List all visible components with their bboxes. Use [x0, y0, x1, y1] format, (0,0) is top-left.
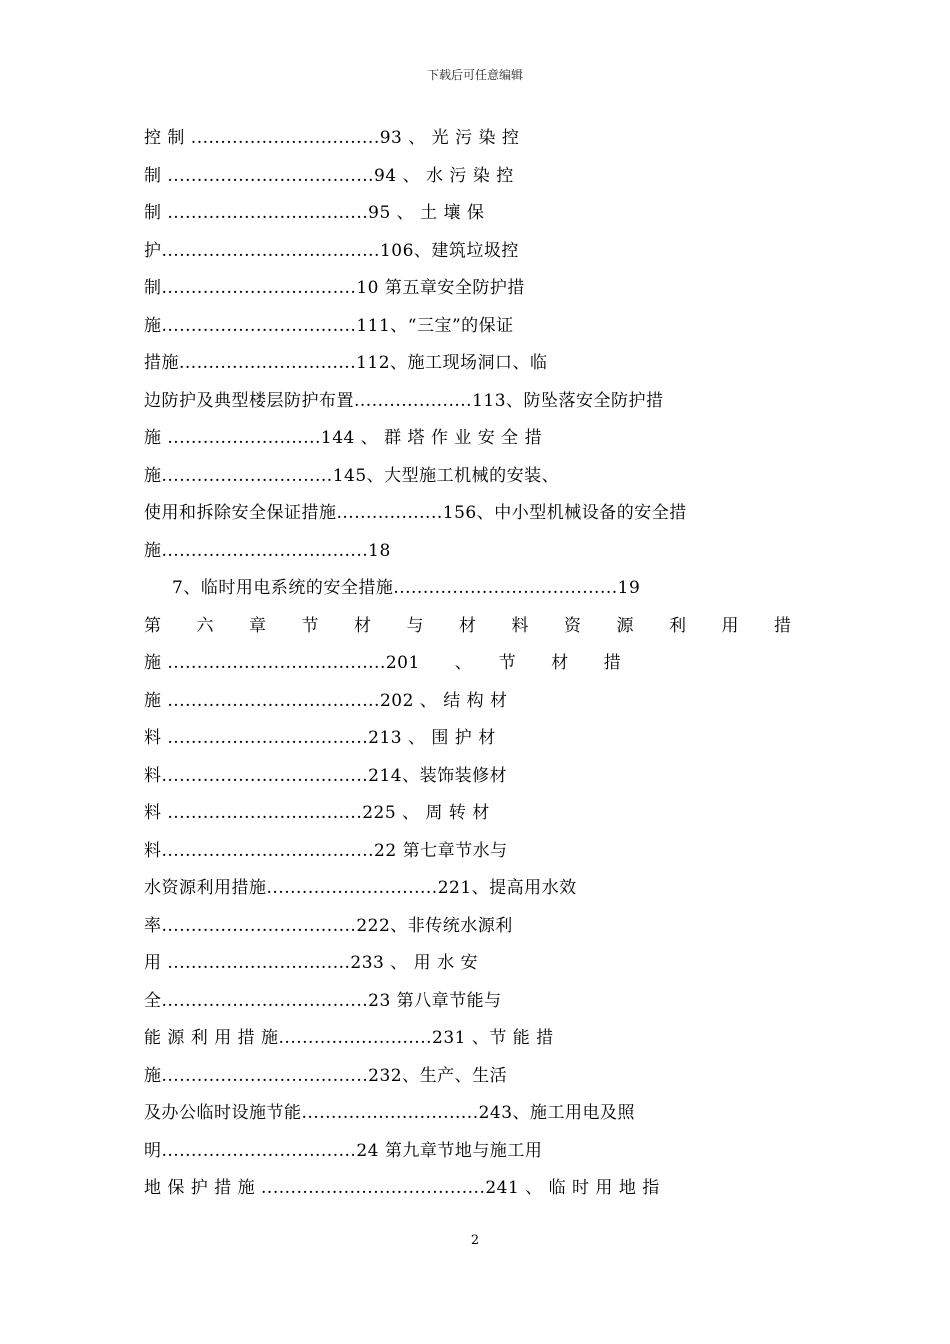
- toc-line: 施 ....................................202 、 结 构 材: [144, 690, 508, 711]
- toc-line: 料 .................................225 、 周 转 材: [144, 803, 490, 823]
- toc-line: 施.................................111、“三宝”的保证: [144, 315, 514, 336]
- toc-line: 能 源 利 用 措 施..........................231 、节 能 措: [144, 1028, 554, 1048]
- toc-line: 全...................................23 第八章节能与: [144, 990, 502, 1011]
- toc-line: 料....................................22 第七章节水与: [144, 840, 508, 861]
- toc-line: 及办公临时设施节能..............................243、施工用电及照: [144, 1103, 636, 1123]
- toc-line: 控 制 ................................93 、 光 污 染 控: [144, 128, 520, 148]
- toc-line: 制.................................10 第五章安全防护措: [144, 278, 525, 298]
- toc-line: 用 ...............................233 、 用 水 安: [144, 953, 478, 973]
- page-number: 2: [470, 1233, 480, 1248]
- toc-line: 第 六 章 节 材 与 材 料 资 源 利 用 措: [144, 615, 792, 636]
- toc-line: 使用和拆除安全保证措施..................156、中小型机械设备的安全措: [144, 503, 687, 523]
- toc-line: 制 ...................................94 、 水 污 染 控: [144, 165, 514, 186]
- table-of-contents: [144, 120, 806, 1208]
- toc-line: 料 ..................................213 、 围 护 材: [144, 728, 496, 748]
- toc-line: 7、临时用电系统的安全措施......................................19: [172, 578, 641, 598]
- toc-line: 水资源利用措施.............................221、提高用水效: [144, 878, 577, 898]
- toc-line: 制 ..................................95 、 土 壤 保: [144, 203, 485, 223]
- toc-line: 施...................................18: [144, 540, 391, 561]
- toc-line: 明.................................24 第九章节地与施工用: [144, 1140, 543, 1161]
- toc-line: 施.............................145、大型施工机械的安装、: [144, 465, 560, 486]
- toc-line: 施 .....................................201 、 节 材 措: [144, 653, 622, 673]
- toc-line: 率.................................222、非传统水源利: [144, 915, 513, 936]
- toc-line: 边防护及典型楼层防护布置....................113、防坠落安全防护措: [144, 390, 664, 411]
- toc-line: 料...................................214、装饰装修材: [144, 765, 508, 786]
- toc-line: 地 保 护 措 施 ......................................241 、 临 时 用 地 指: [144, 1178, 660, 1198]
- page-header: 下载后可任意编辑: [426, 68, 523, 82]
- toc-line: 措施..............................112、施工现场洞口、临: [144, 353, 548, 373]
- toc-line: 施 ..........................144 、 群 塔 作 业 安 全 措: [144, 428, 543, 448]
- toc-line: 护.....................................106、建筑垃圾控: [144, 240, 519, 261]
- toc-line: 施...................................232、生产、生活: [144, 1065, 508, 1086]
